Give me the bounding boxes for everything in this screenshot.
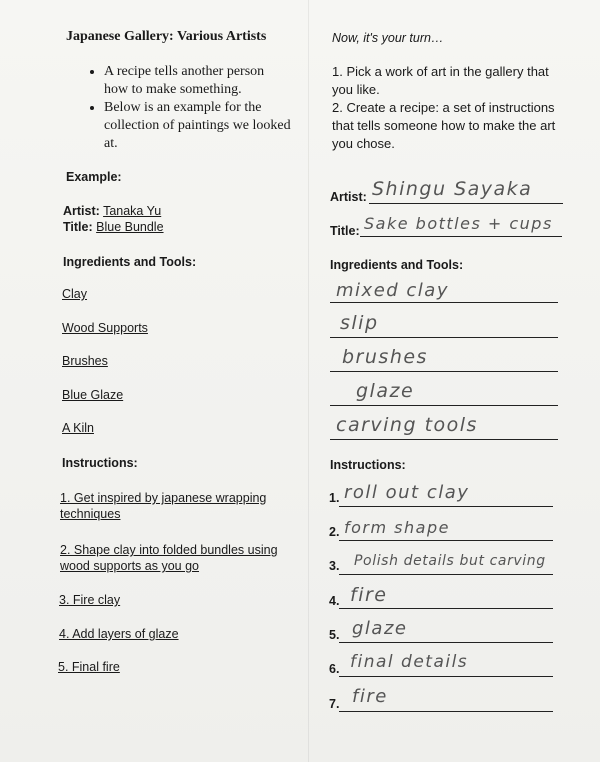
- instruction-number: 1.: [329, 491, 340, 505]
- title-value: Blue Bundle: [96, 220, 164, 234]
- instruction-answer: fire: [350, 584, 388, 606]
- instruction-number: 2.: [329, 525, 340, 539]
- ingredient-answer: brushes: [342, 346, 428, 368]
- instruction-number: 3.: [329, 559, 340, 573]
- instruction-answer: roll out clay: [344, 482, 470, 503]
- instruction-answer: glaze: [352, 618, 408, 639]
- instruction-answer: form shape: [344, 518, 450, 537]
- instruction-number: 4.: [329, 594, 340, 608]
- instruction-item: 4. Add layers of glaze: [59, 627, 179, 641]
- ingredient-item: Brushes: [62, 354, 108, 368]
- instruction-item: 3. Fire clay: [59, 593, 121, 607]
- your-turn-intro: Now, it's your turn…: [332, 31, 444, 45]
- instruction-line: [339, 676, 553, 677]
- page-fold: [308, 0, 309, 762]
- instruction-number: 6.: [329, 662, 340, 676]
- intro-bullets: [86, 63, 291, 153]
- artist-label: Artist:: [63, 204, 100, 218]
- instruction-line: [339, 574, 553, 575]
- task-step: 1. Pick a work of art in the gallery that you like.: [332, 64, 549, 97]
- ingredient-line: [330, 337, 558, 338]
- bullet-item: • A recipe tells another person how to make something.: [104, 63, 291, 99]
- ingredient-item: A Kiln: [62, 421, 94, 435]
- ingredient-item: Wood Supports: [62, 321, 148, 335]
- ingredients-heading: Ingredients and Tools:: [63, 255, 197, 269]
- ingredient-line: [330, 439, 558, 440]
- your-ingredients-heading: Ingredients and Tools:: [330, 258, 464, 272]
- artist-answer: Shingu Sayaka: [372, 178, 533, 200]
- your-instructions-heading: Instructions:: [330, 458, 406, 472]
- instruction-answer: Polish details but carving: [354, 553, 546, 569]
- ingredient-answer: carving tools: [336, 414, 478, 436]
- instruction-line: [339, 711, 553, 712]
- ingredient-item: Blue Glaze: [62, 388, 124, 402]
- task-steps: [332, 63, 567, 153]
- ingredient-line: [330, 371, 558, 372]
- example-title: [63, 220, 164, 234]
- task-step: 2. Create a recipe: a set of instructions that tells someone how to make the art you chose.: [332, 100, 556, 151]
- instruction-number: 7.: [329, 697, 340, 711]
- your-title-label: Title:: [330, 224, 360, 238]
- title-answer-line: [360, 236, 562, 237]
- ingredient-answer: slip: [340, 312, 379, 334]
- instruction-line: [339, 540, 553, 541]
- instruction-line: [339, 506, 553, 507]
- title-answer: Sake bottles + cups: [364, 214, 553, 233]
- worksheet-title: Japanese Gallery: Various Artists: [66, 29, 267, 44]
- ingredient-item: Clay: [62, 287, 88, 301]
- instruction-line: [339, 608, 553, 609]
- ingredient-answer: mixed clay: [336, 280, 449, 301]
- instruction-item: 5. Final fire: [58, 660, 120, 674]
- ingredient-line: [330, 405, 558, 406]
- example-heading: Example:: [66, 170, 122, 184]
- artist-value: Tanaka Yu: [103, 204, 162, 218]
- ingredient-answer: glaze: [356, 380, 415, 402]
- instructions-heading: Instructions:: [62, 456, 138, 470]
- artist-answer-line: [369, 203, 563, 204]
- example-artist: [63, 204, 161, 218]
- instruction-line: [339, 642, 553, 643]
- ingredient-line: [330, 302, 558, 303]
- instruction-answer: fire: [352, 686, 388, 707]
- instruction-answer: final details: [350, 652, 469, 672]
- title-label: Title:: [63, 220, 93, 234]
- instruction-number: 5.: [329, 628, 340, 642]
- bullet-item: • Below is an example for the collection of paintings we looked at.: [104, 99, 291, 153]
- instruction-item: 2. Shape clay into folded bundles using wood supports as you go: [60, 543, 278, 573]
- your-artist-label: Artist:: [330, 190, 367, 204]
- instruction-item: 1. Get inspired by japanese wrapping techniques: [60, 491, 267, 521]
